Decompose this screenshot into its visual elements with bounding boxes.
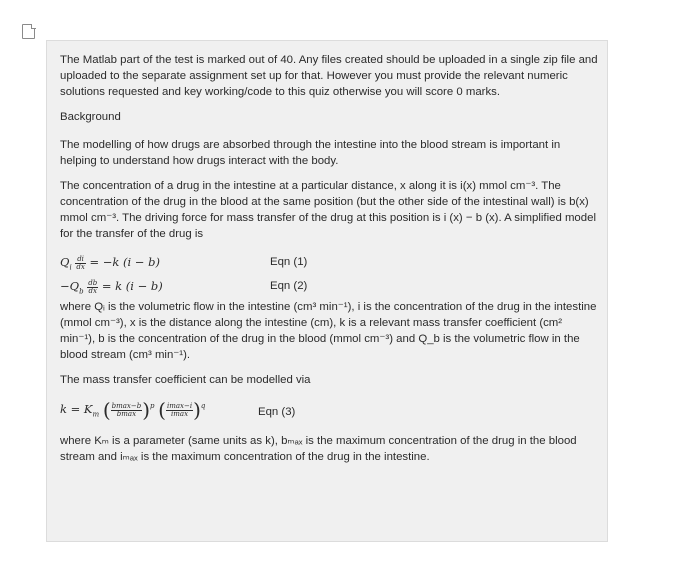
equation-2 <box>60 275 600 297</box>
eq2-tag: Eqn (2) <box>270 280 308 292</box>
paragraph-parameters: where Kₘ is a parameter (same units as k), bₘₐₓ is the maximum concentration of the drug in the blood stream and iₘₐₓ is the maximum concentration of the drug in the intestine. <box>60 435 577 463</box>
paragraph-concentration: The concentration of a drug in the intestine at a particular distance, x along it is i(x) mmol cm⁻³. The concentration of the drug in the blood at the same position (but the other side of the intestinal wall) is b(x) mmol cm⁻³. The driving force for mass transfer of the drug at this position is i (x) − b (x). A simplified model for the transfer of the drug is <box>60 180 596 240</box>
equation-1 <box>60 251 600 273</box>
eq2-q-sub: b <box>79 287 84 296</box>
eq1-frac-num: di <box>77 254 84 263</box>
eq3-exp1: p <box>150 402 155 411</box>
paragraph-modelling: The modelling of how drugs are absorbed through the intestine into the blood stream is important in helping to understand how drugs interact with the body. <box>60 139 561 167</box>
eq1-tag: Eqn (1) <box>270 256 308 268</box>
eq3-f1-num: bmax−b <box>111 401 142 410</box>
eq1-frac-den: dx <box>76 262 85 271</box>
eq2-q: −Q <box>60 279 80 293</box>
bottom-edge <box>0 552 700 564</box>
equation-3: $k = K_m$ ( $\frac{bmax-b}{bmax}$ )$^p$ ( $\frac{imax-i}{imax}$ )$^q$ Eqn (3) <box>60 398 296 422</box>
eq3-f1-den: bmax <box>116 409 137 418</box>
background-heading: Background <box>60 111 121 123</box>
eq1-rhs: = −k (i − b) <box>89 255 160 269</box>
paragraph-definitions: where Qᵢ is the volumetric flow in the intestine (cm³ min⁻¹), i is the concentration of the drug in the intestine (mmol cm⁻³), x is the distance along the intestine (cm), k is a relevant mass transfer coefficient (cm² min⁻¹), b is the concentration of the drug in the blood (mmol cm⁻³) and Q_b is the volumetric flow in the blood stream (cm³ min⁻¹). <box>60 301 597 361</box>
paragraph-mass-transfer: The mass transfer coefficient can be modelled via <box>60 374 311 386</box>
eq3-f2-den: imax <box>171 409 189 418</box>
intro-paragraph: The Matlab part of the test is marked out of 40. Any files created should be uploaded in a single zip file and uploaded to the separate assignment set up for that. However you must provide the relevant numeric solutions requested and key working/code to this quiz otherwise you will score 0 marks. <box>60 54 598 98</box>
eq1-q: Q <box>60 255 70 269</box>
eq3-f2-num: imax−i <box>166 401 193 410</box>
eq2-rhs: = k (i − b) <box>101 279 163 293</box>
document-icon <box>22 24 35 39</box>
eq3-lhs-sub: m <box>92 410 100 419</box>
eq2-frac-den: dx <box>88 286 97 295</box>
eq2-frac-num: db <box>88 278 98 287</box>
eq3-tag: Eqn (3) <box>258 406 296 418</box>
eq1-q-sub: i <box>69 263 72 272</box>
question-content <box>60 52 600 474</box>
eq3-exp2: q <box>200 402 206 411</box>
eq3-lhs: k = K <box>60 402 93 416</box>
